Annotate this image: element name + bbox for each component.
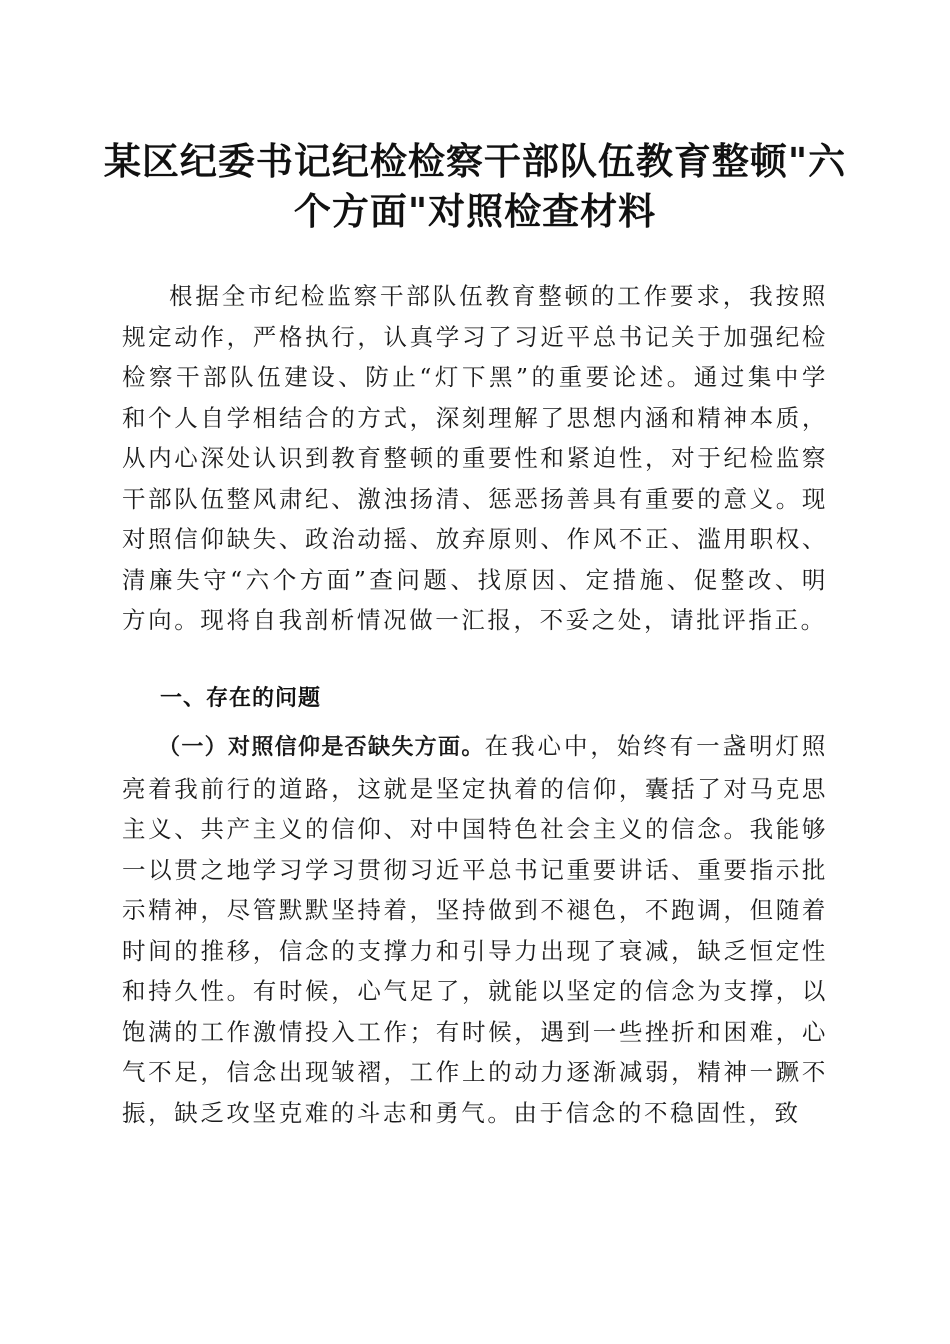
document-title: 某区纪委书记纪检检察干部队伍教育整顿"六个方面"对照检查材料 [103,139,847,233]
intro-paragraph: 根据全市纪检监察干部队伍教育整顿的工作要求，我按照规定动作，严格执行，认真学习了习近平总书记关于加强纪检检察干部队伍建设、防止“灯下黑”的重要论述。通过集中学和个人自学相结合的方式，深刻理解了思想内涵和精神本质，从内心深处认识到教育整顿的重要性和紧迫性，对于纪检监察干部队伍整风肃纪、激浊扬清、惩恶扬善具有重要的意义。现对照信仰缺失、政治动摇、放弃原则、作风不正、滥用职权、清廉失守“六个方面”查问题、找原因、定措施、促整改、明方向。现将自我剖析情况做一汇报，不妥之处，请批评指正。 [122,282,828,634]
subsection-heading: （一）对照信仰是否缺失方面。 [158,735,485,760]
subsection-paragraph [122,726,828,1133]
subsection-body: 在我心中，始终有一盏明灯照亮着我前行的道路，这就是坚定执着的信仰，囊括了对马克思主义、共产主义的信仰、对中国特色社会主义的信念。我能够一以贯之地学习学习贯彻习近平总书记重要讲话、重要指示批示精神，尽管默默坚持着，坚持做到不褪色，不跑调，但随着时间的推移，信念的支撑力和引导力出现了衰减，缺乏恒定性和持久性。有时候，心气足了，就能以坚定的信念为支撑，以饱满的工作激情投入工作；有时候，遇到一些挫折和困难，心气不足，信念出现皱褶，工作上的动力逐渐减弱，精神一蹶不振，缺乏攻坚克难的斗志和勇气。由于信念的不稳固性，致 [122,732,828,1127]
section-heading: 一、存在的问题 [160,686,322,711]
